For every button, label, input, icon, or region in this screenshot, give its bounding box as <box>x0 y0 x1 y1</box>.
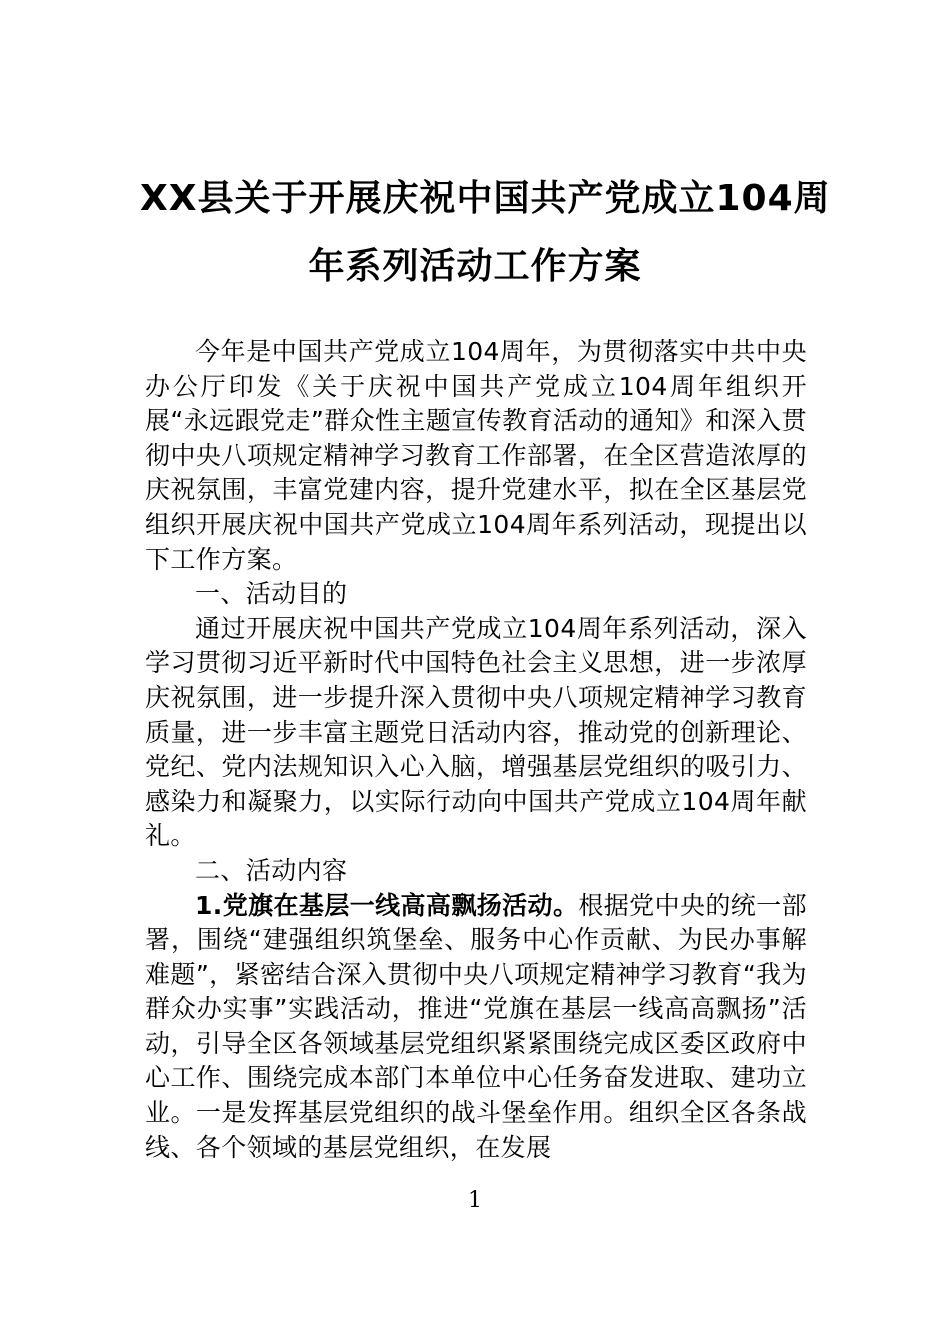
activity-item-1-body: 根据党中央的统一部署，围绕“建强组织筑堡垒、服务中心作贡献、为民办事解难题”，紧密结合深入贯彻中央八项规定精神学习教育“我为群众办实事”实践活动，推进“党旗在基层一线高高飘扬”活动，引导全区各领域基层党组织紧紧围绕完成区委区政府中心工作、围绕完成本部门本单位中心任务奋发进取、建功立业。一是发挥基层党组织的战斗堡垒作用。组织全区各条战线、各个领域的基层党组织，在发展 <box>145 890 807 1162</box>
title-line-2: 年系列活动工作方案 <box>308 246 642 287</box>
document-title <box>140 165 831 301</box>
document-body <box>145 335 807 1165</box>
page-number: 1 <box>468 1188 482 1213</box>
title-line-1: XX县关于开展庆祝中国共产党成立104周 <box>140 178 831 219</box>
section-heading-content: 二、活动内容 <box>195 855 348 885</box>
section-heading-purpose: 一、活动目的 <box>195 579 348 609</box>
intro-paragraph: 今年是中国共产党成立104周年，为贯彻落实中共中央办公厅印发《关于庆祝中国共产党成立104周年组织开展“永远跟党走”群众性主题宣传教育活动的通知》和深入贯彻中央八项规定精神学习教育工作部署，在全区营造浓厚的庆祝氛围，丰富党建内容，提升党建水平，拟在全区基层党组织开展庆祝中国共产党成立104周年系列活动，现提出以下工作方案。 <box>145 337 807 574</box>
purpose-paragraph: 通过开展庆祝中国共产党成立104周年系列活动，深入学习贯彻习近平新时代中国特色社会主义思想，进一步浓厚庆祝氛围，进一步提升深入贯彻中央八项规定精神学习教育质量，进一步丰富主题党日活动内容，推动党的创新理论、党纪、党内法规知识入心入脑，增强基层党组织的吸引力、感染力和凝聚力，以实际行动向中国共产党成立104周年献礼。 <box>145 613 807 851</box>
activity-item-1 <box>145 889 807 1166</box>
activity-item-1-lead: 1.党旗在基层一线高高飘扬活动。 <box>195 890 579 920</box>
